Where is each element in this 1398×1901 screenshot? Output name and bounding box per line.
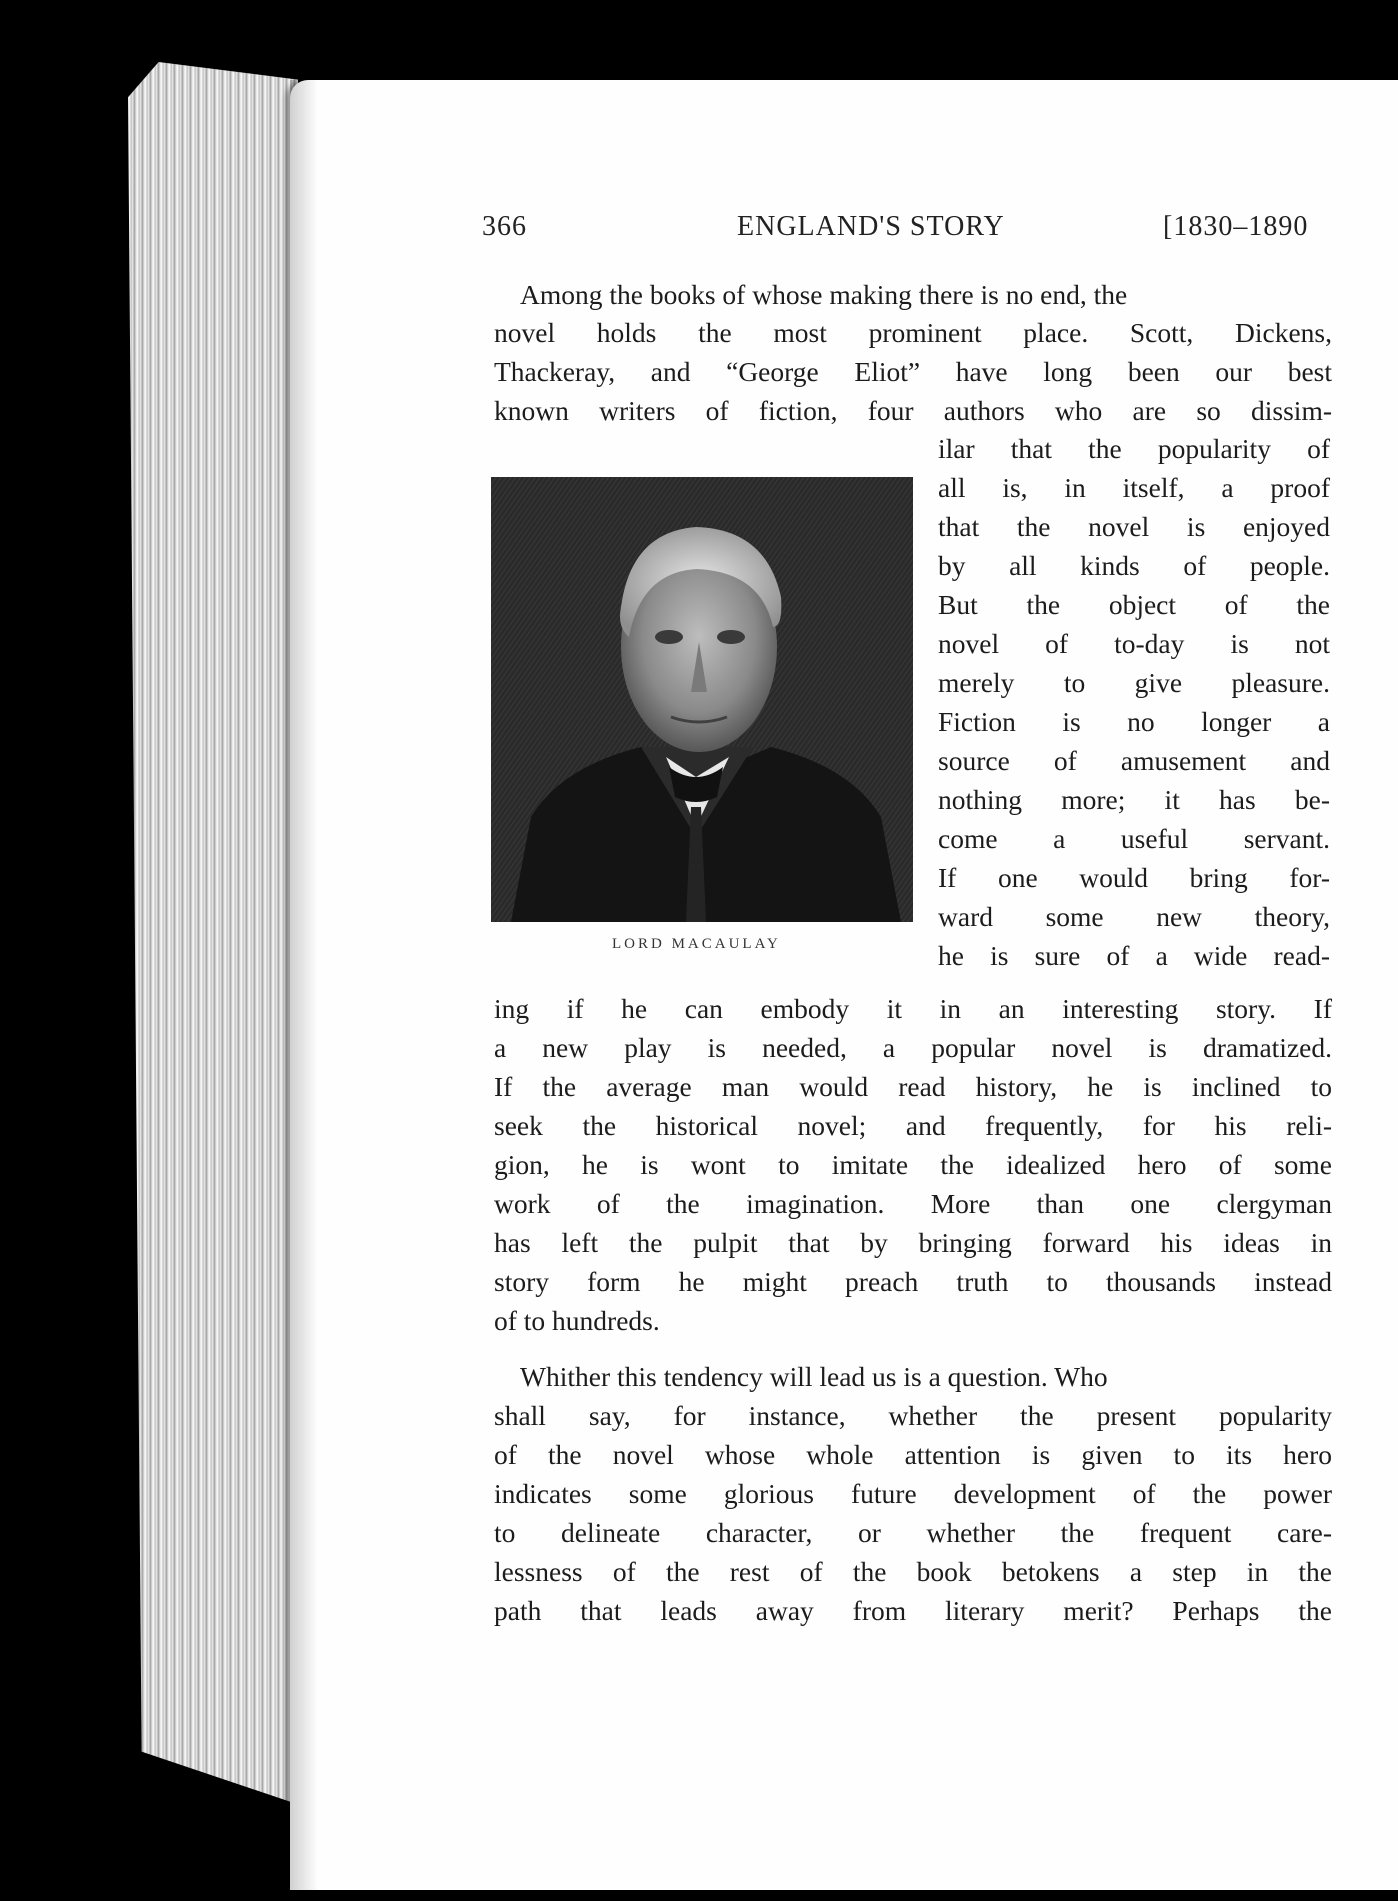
- text-line: by all kinds of people.: [938, 550, 1330, 581]
- text-line: indicates some glorious future development of the power: [494, 1478, 1332, 1509]
- running-head-title: ENGLAND'S STORY: [737, 211, 1005, 242]
- text-line: path that leads away from literary merit? Perhaps the: [494, 1595, 1332, 1626]
- text-line: novel of to-day is not: [938, 628, 1330, 659]
- text-line: merely to give pleasure.: [938, 667, 1330, 698]
- text-line: a new play is needed, a popular novel is dramatized.: [494, 1032, 1332, 1063]
- page-edges: [128, 62, 298, 1822]
- text-line: ilar that the popularity of: [938, 433, 1330, 464]
- text-line: novel holds the most prominent place. Scott, Dickens,: [494, 317, 1332, 348]
- text-line: story form he might preach truth to thousands instead: [494, 1266, 1332, 1297]
- text-line: nothing more; it has be-: [938, 784, 1330, 815]
- text-line: he is sure of a wide read-: [938, 940, 1330, 971]
- text-line: of the novel whose whole attention is given to its hero: [494, 1439, 1332, 1470]
- text-line: If one would bring for-: [938, 862, 1330, 893]
- text-line: seek the historical novel; and frequently, for his reli-: [494, 1110, 1332, 1141]
- text-line: Thackeray, and “George Eliot” have long been our best: [494, 356, 1332, 387]
- text-line: lessness of the rest of the book betokens a step in the: [494, 1556, 1332, 1587]
- text-line: Among the books of whose making there is no end, the: [520, 279, 1128, 310]
- text-line: ward some new theory,: [938, 901, 1330, 932]
- text-line: work of the imagination. More than one clergyman: [494, 1188, 1332, 1219]
- text-line: source of amusement and: [938, 745, 1330, 776]
- text-line: ing if he can embody it in an interesting story. If: [494, 993, 1332, 1024]
- page-number: 366: [482, 211, 527, 242]
- text-line: Whither this tendency will lead us is a question. Who: [520, 1361, 1108, 1392]
- text-line: come a useful servant.: [938, 823, 1330, 854]
- portrait-icon: [491, 477, 913, 922]
- text-line: known writers of fiction, four authors who are so dissim-: [494, 395, 1332, 426]
- text-line: But the object of the: [938, 589, 1330, 620]
- figure-caption: LORD MACAULAY: [612, 936, 781, 952]
- text-line: If the average man would read history, he is inclined to: [494, 1071, 1332, 1102]
- text-line: Fiction is no longer a: [938, 706, 1330, 737]
- text-line: of to hundreds.: [494, 1305, 660, 1336]
- text-line: that the novel is enjoyed: [938, 511, 1330, 542]
- text-line: all is, in itself, a proof: [938, 472, 1330, 503]
- portrait-engraving: [491, 477, 913, 922]
- text-line: to delineate character, or whether the frequent care-: [494, 1517, 1332, 1548]
- text-line: has left the pulpit that by bringing forward his ideas in: [494, 1227, 1332, 1258]
- running-head-dates: [1830–1890: [1163, 211, 1309, 242]
- spine-shadow: [290, 80, 318, 1890]
- text-line: gion, he is wont to imitate the idealized hero of some: [494, 1149, 1332, 1180]
- text-line: shall say, for instance, whether the present popularity: [494, 1400, 1332, 1431]
